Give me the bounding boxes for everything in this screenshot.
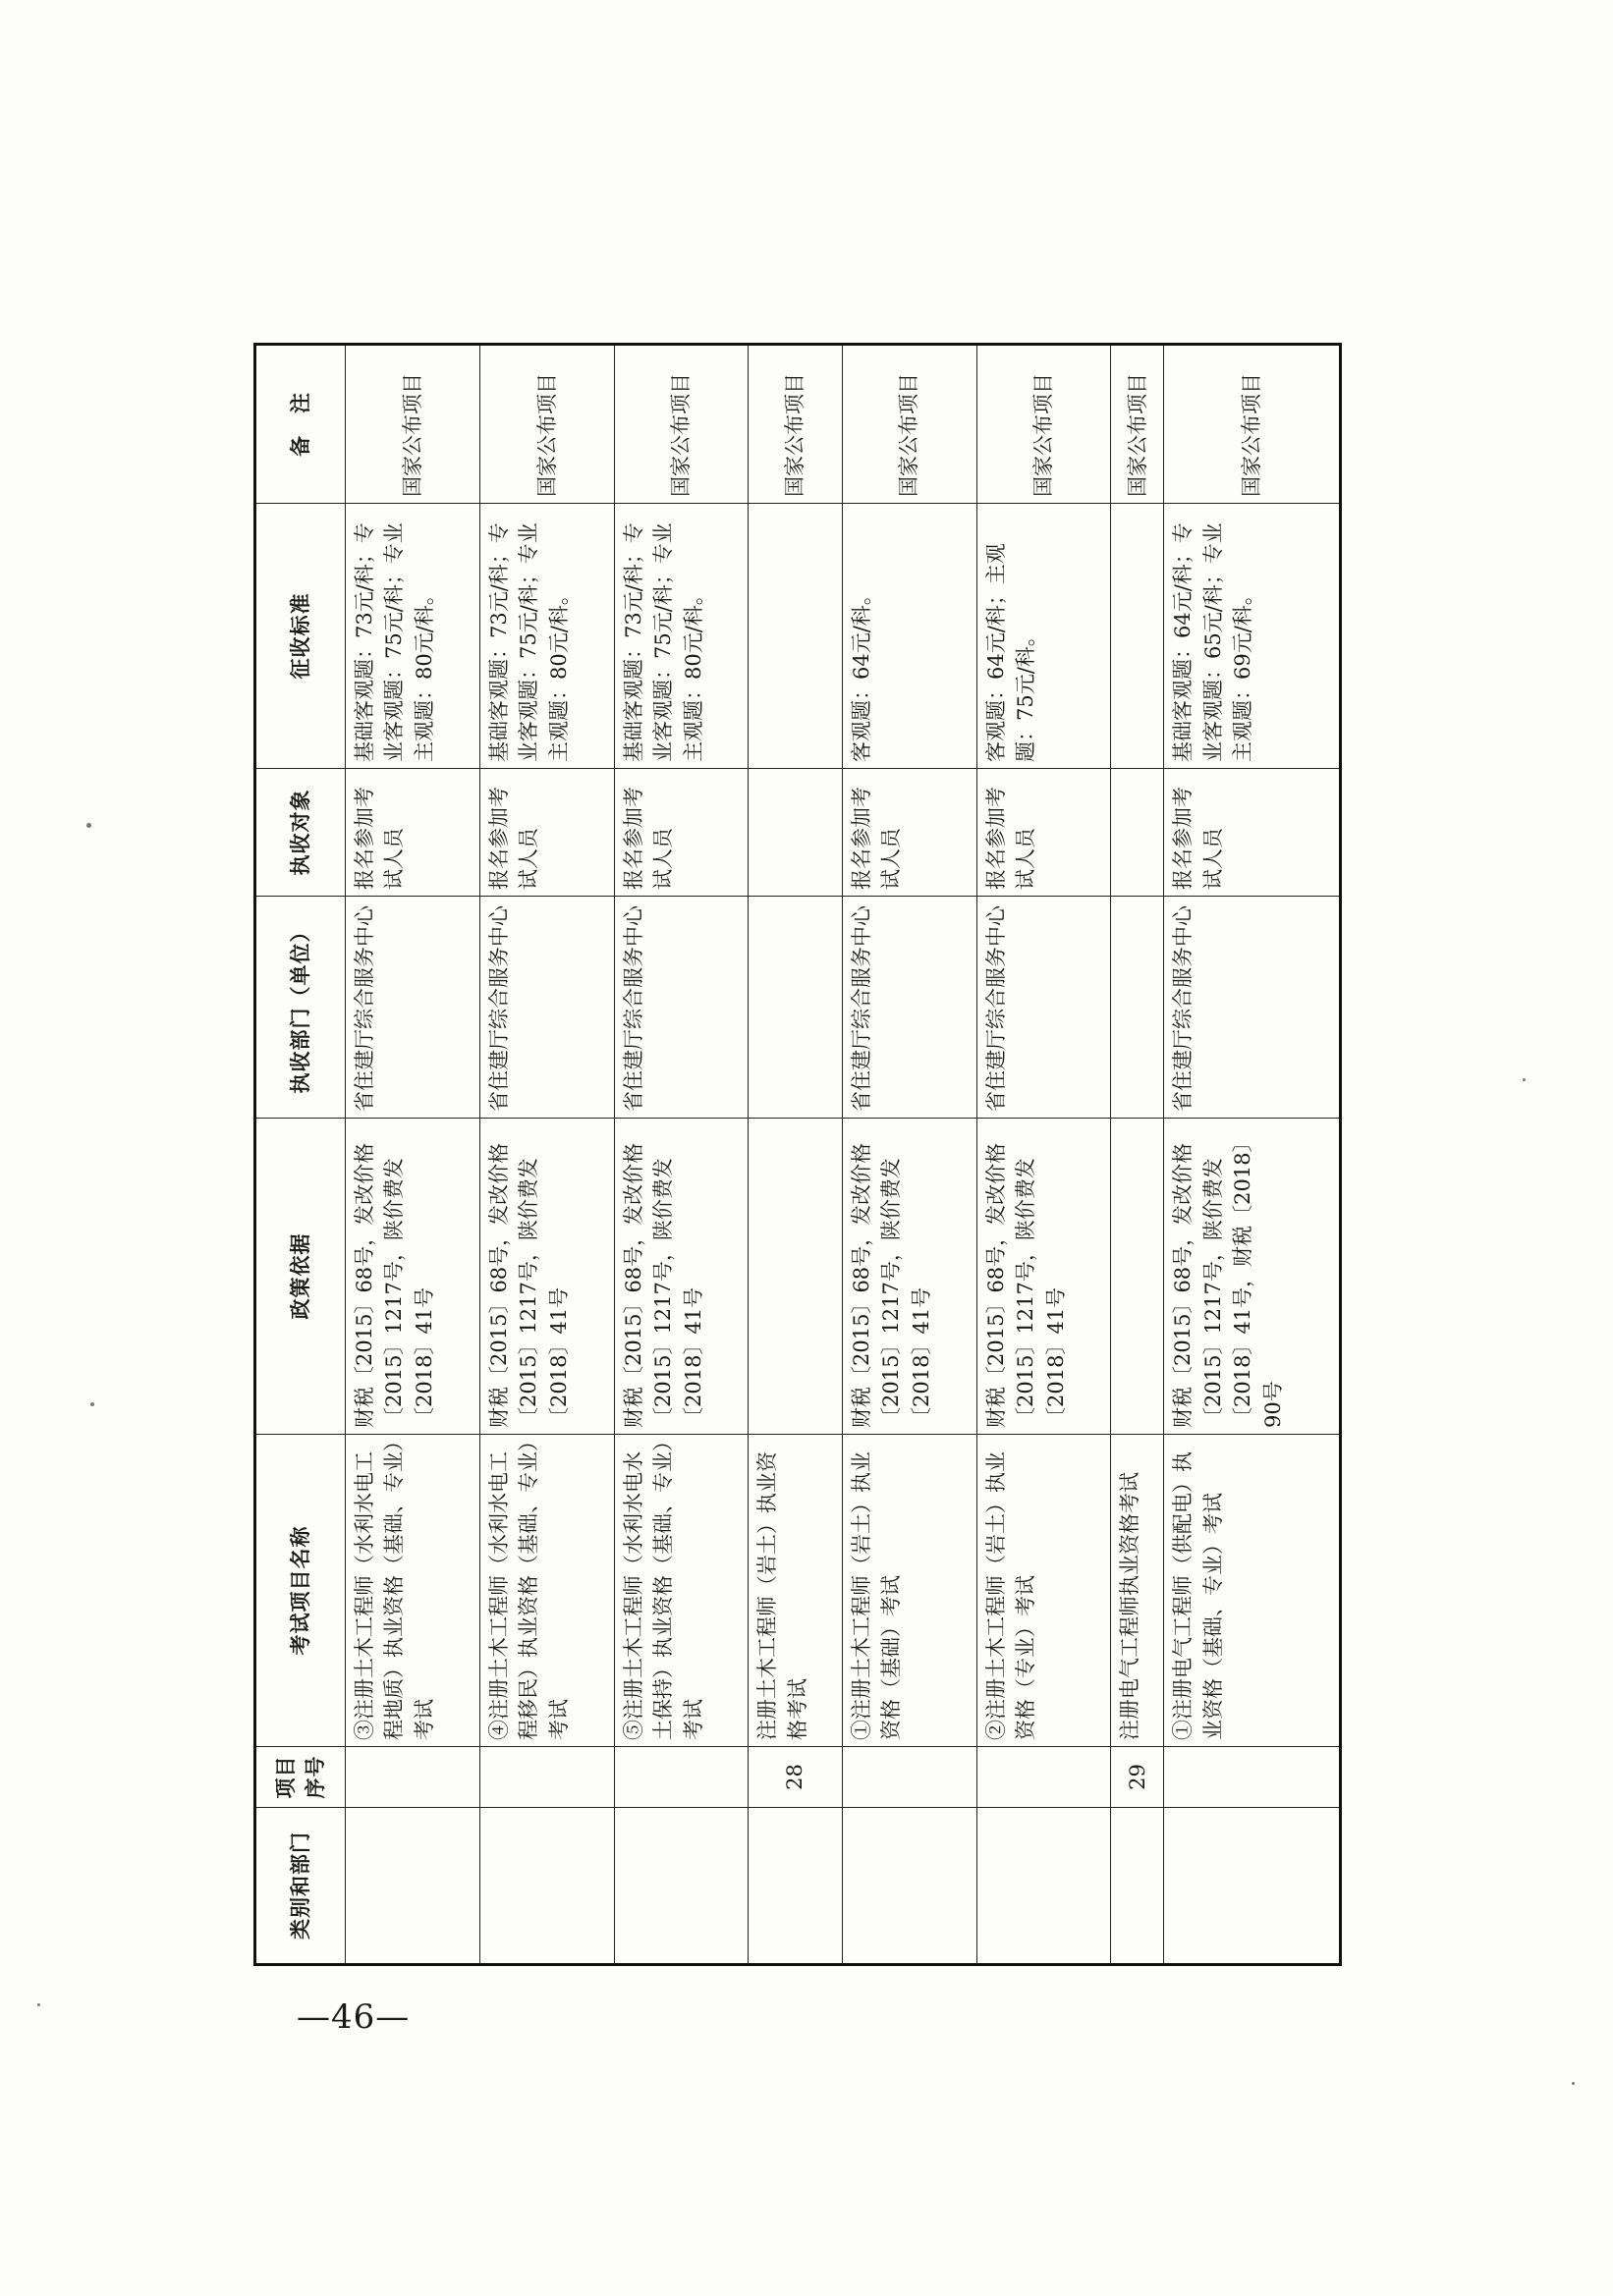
cell-dept: 省住建厅综合服务中心 xyxy=(976,897,1111,1119)
fee-table xyxy=(253,343,1342,1966)
cell-note: 国家公布项目 xyxy=(346,345,480,504)
cell-index xyxy=(346,1747,480,1808)
cell-index xyxy=(976,1747,1111,1808)
cell-note: 国家公布项目 xyxy=(614,345,749,504)
rotated-table-wrapper xyxy=(253,346,1342,1966)
cell-standard: 客观题：64元/科；主观题：75元/科。 xyxy=(976,504,1111,769)
cell-target xyxy=(1111,769,1164,897)
cell-name: ⑤注册土木工程师（水利水电水土保持）执业资格（基础、专业）考试 xyxy=(614,1435,749,1747)
cell-category xyxy=(346,1808,480,1965)
cell-dept: 省住建厅综合服务中心 xyxy=(346,897,480,1119)
cell-dept: 省住建厅综合服务中心 xyxy=(479,897,614,1119)
scan-speck xyxy=(1523,1078,1526,1081)
cell-name: ①注册电气工程师（供配电）执业资格（基础、专业）考试 xyxy=(1164,1435,1341,1747)
header-name: 考试项目名称 xyxy=(255,1435,346,1747)
cell-standard: 基础客观题：73元/科；专业客观题：75元/科；专业主观题：80元/科。 xyxy=(614,504,749,769)
cell-target: 报名参加考试人员 xyxy=(479,769,614,897)
table-row xyxy=(1111,345,1164,1965)
scan-speck xyxy=(1572,2082,1575,2085)
cell-basis: 财税〔2015〕68号，发改价格〔2015〕1217号，陕价费发〔2018〕41号 xyxy=(842,1119,976,1435)
cell-name: 注册土木工程师（岩土）执业资格考试 xyxy=(749,1435,842,1747)
cell-category xyxy=(749,1808,842,1965)
scan-speck xyxy=(90,1402,94,1406)
cell-index: 28 xyxy=(749,1747,842,1808)
scan-speck xyxy=(37,2003,40,2006)
cell-dept: 省住建厅综合服务中心 xyxy=(1164,897,1341,1119)
cell-target: 报名参加考试人员 xyxy=(1164,769,1341,897)
cell-name: ②注册土木工程师（岩土）执业资格（专业）考试 xyxy=(976,1435,1111,1747)
table-row xyxy=(1164,345,1341,1965)
cell-note: 国家公布项目 xyxy=(1164,345,1341,504)
cell-target: 报名参加考试人员 xyxy=(346,769,480,897)
table-row xyxy=(749,345,842,1965)
cell-dept: 省住建厅综合服务中心 xyxy=(614,897,749,1119)
table-row xyxy=(976,345,1111,1965)
rotated-page-content xyxy=(253,346,1342,1966)
cell-dept xyxy=(1111,897,1164,1119)
cell-standard xyxy=(749,504,842,769)
header-note: 备 注 xyxy=(255,345,346,504)
cell-standard: 客观题：64元/科。 xyxy=(842,504,976,769)
table-row xyxy=(614,345,749,1965)
cell-note: 国家公布项目 xyxy=(1111,345,1164,504)
cell-note: 国家公布项目 xyxy=(842,345,976,504)
header-category: 类别和部门 xyxy=(255,1808,346,1965)
cell-basis: 财税〔2015〕68号，发改价格〔2015〕1217号，陕价费发〔2018〕41号 xyxy=(614,1119,749,1435)
cell-name: ④注册土木工程师（水利水电工程移民）执业资格（基础、专业）考试 xyxy=(479,1435,614,1747)
cell-basis: 财税〔2015〕68号，发改价格〔2015〕1217号，陕价费发〔2018〕41号 xyxy=(976,1119,1111,1435)
cell-category xyxy=(842,1808,976,1965)
cell-target xyxy=(749,769,842,897)
cell-note: 国家公布项目 xyxy=(479,345,614,504)
table-row xyxy=(346,345,480,1965)
table-header-row xyxy=(255,345,346,1965)
cell-basis xyxy=(749,1119,842,1435)
cell-category xyxy=(479,1808,614,1965)
cell-basis xyxy=(1111,1119,1164,1435)
page-number: —46— xyxy=(297,1997,411,2037)
cell-category xyxy=(1111,1808,1164,1965)
cell-index xyxy=(614,1747,749,1808)
cell-note: 国家公布项目 xyxy=(976,345,1111,504)
cell-target: 报名参加考试人员 xyxy=(614,769,749,897)
cell-standard: 基础客观题：73元/科；专业客观题：75元/科；专业主观题：80元/科。 xyxy=(346,504,480,769)
table-row xyxy=(842,345,976,1965)
cell-category xyxy=(1164,1808,1341,1965)
cell-dept: 省住建厅综合服务中心 xyxy=(842,897,976,1119)
cell-name: ③注册土木工程师（水利水电工程地质）执业资格（基础、专业）考试 xyxy=(346,1435,480,1747)
cell-standard xyxy=(1111,504,1164,769)
cell-basis: 财税〔2015〕68号，发改价格〔2015〕1217号，陕价费发〔2018〕41号 xyxy=(346,1119,480,1435)
cell-basis: 财税〔2015〕68号，发改价格〔2015〕1217号，陕价费发〔2018〕41号 xyxy=(479,1119,614,1435)
table-row xyxy=(479,345,614,1965)
cell-basis: 财税〔2015〕68号，发改价格〔2015〕1217号，陕价费发〔2018〕41号，财税〔2018〕90号 xyxy=(1164,1119,1341,1435)
header-target: 执收对象 xyxy=(255,769,346,897)
cell-standard: 基础客观题：64元/科；专业客观题：65元/科；专业主观题：69元/科。 xyxy=(1164,504,1341,769)
cell-category xyxy=(976,1808,1111,1965)
cell-note: 国家公布项目 xyxy=(749,345,842,504)
cell-category xyxy=(614,1808,749,1965)
cell-index xyxy=(479,1747,614,1808)
header-index: 项目序号 xyxy=(255,1747,346,1808)
cell-target: 报名参加考试人员 xyxy=(976,769,1111,897)
cell-name: ①注册土木工程师（岩土）执业资格（基础）考试 xyxy=(842,1435,976,1747)
cell-name: 注册电气工程师执业资格考试 xyxy=(1111,1435,1164,1747)
cell-index xyxy=(842,1747,976,1808)
header-standard: 征收标准 xyxy=(255,504,346,769)
header-dept: 执收部门（单位） xyxy=(255,897,346,1119)
header-basis: 政策依据 xyxy=(255,1119,346,1435)
cell-standard: 基础客观题：73元/科；专业客观题：75元/科；专业主观题：80元/科。 xyxy=(479,504,614,769)
scan-speck xyxy=(86,823,91,828)
cell-target: 报名参加考试人员 xyxy=(842,769,976,897)
cell-index xyxy=(1164,1747,1341,1808)
cell-dept xyxy=(749,897,842,1119)
cell-index: 29 xyxy=(1111,1747,1164,1808)
